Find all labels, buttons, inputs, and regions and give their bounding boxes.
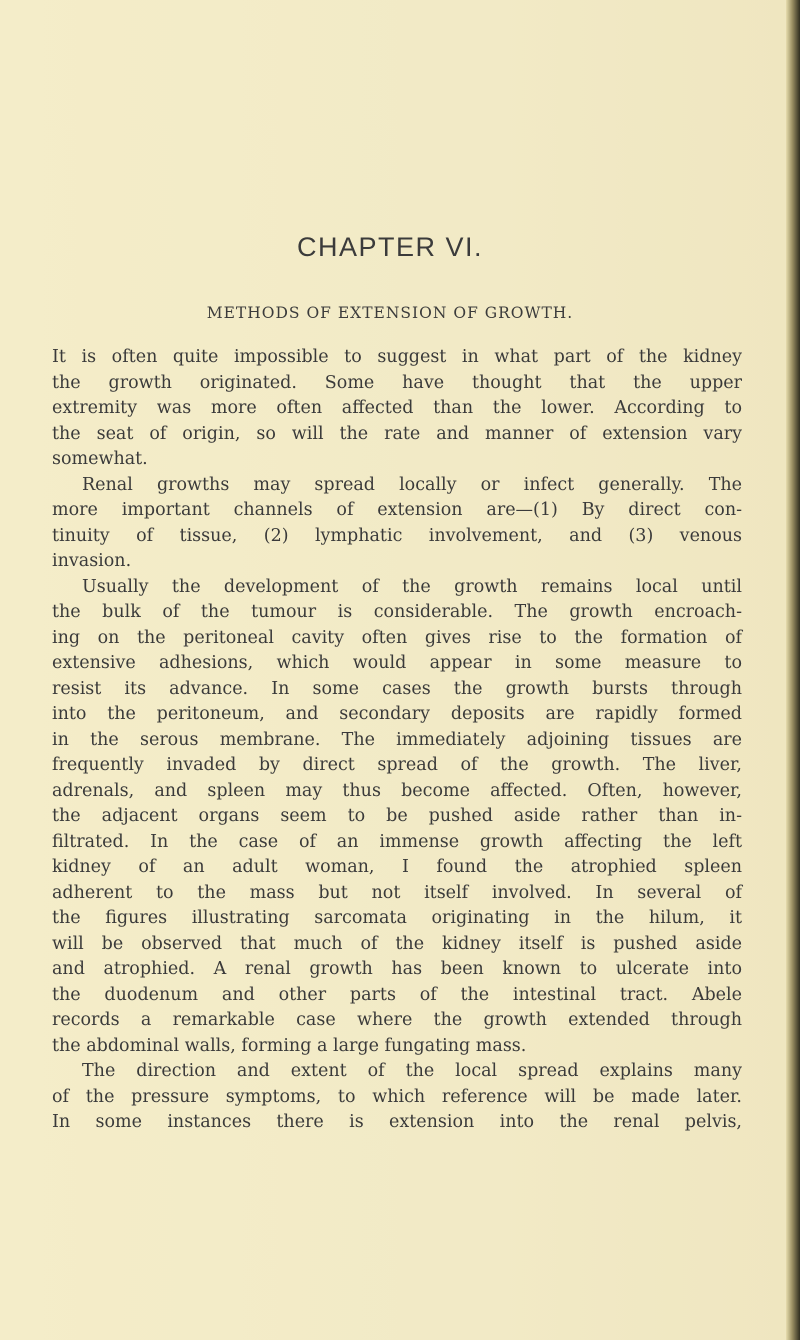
text-line: the growth originated. Some have thought that the upper — [52, 372, 742, 393]
text-line: In some instances there is extension into the renal pelvis, — [52, 1112, 742, 1132]
text-line: invasion. — [52, 551, 132, 571]
text-line: in the serous membrane. The immediately adjoining tissues are — [52, 729, 742, 750]
text-line: tinuity of tissue, (2) lymphatic involvement, and (3) venous — [52, 525, 742, 546]
text-line: the bulk of the tumour is considerable. The growth encroach- — [52, 602, 742, 622]
text-line: Renal growths may spread locally or infect generally. The — [82, 474, 742, 495]
text-line: extensive adhesions, which would appear in some measure to — [52, 653, 742, 673]
page-edge — [786, 0, 800, 1340]
text-line: the duodenum and other parts of the intestinal tract. Abele — [52, 984, 742, 1005]
body-text — [52, 345, 742, 1136]
text-line: ing on the peritoneal cavity often gives rise to the formation of — [52, 627, 742, 648]
text-line: frequently invaded by direct spread of the growth. The liver, — [52, 755, 742, 775]
text-line: It is often quite impossible to suggest in what part of the kidney — [52, 347, 742, 367]
text-line: the seat of origin, so will the rate and manner of extension vary — [52, 423, 742, 444]
text-line: of the pressure symptoms, to which reference will be made later. — [52, 1086, 742, 1107]
text-line: the figures illustrating sarcomata originating in the hilum, it — [52, 908, 742, 928]
text-line: kidney of an adult woman, I found the atrophied spleen — [52, 857, 742, 877]
text-line: Usually the development of the growth remains local until — [82, 576, 742, 597]
text-line: will be observed that much of the kidney itself is pushed aside — [52, 933, 742, 954]
text-line: filtrated. In the case of an immense growth affecting the left — [52, 831, 742, 852]
text-line: into the peritoneum, and secondary deposits are rapidly formed — [52, 704, 742, 724]
chapter-heading: CHAPTER VI. — [296, 232, 484, 262]
text-line: extremity was more often affected than the lower. According to — [52, 398, 742, 418]
text-line: and atrophied. A renal growth has been known to ulcerate into — [52, 959, 742, 979]
text-line: the adjacent organs seem to be pushed aside rather than in- — [52, 806, 742, 826]
text-line: adrenals, and spleen may thus become affected. Often, however, — [52, 780, 742, 801]
text-line: somewhat. — [52, 449, 148, 469]
text-line: The direction and extent of the local spread explains many — [82, 1061, 742, 1081]
text-line: records a remarkable case where the growth extended through — [52, 1010, 742, 1030]
section-heading: METHODS OF EXTENSION OF GROWTH. — [206, 304, 574, 322]
text-line: more important channels of extension are—(1) By direct con- — [52, 500, 742, 520]
text-line: adherent to the mass but not itself involved. In several of — [52, 882, 742, 903]
text-line: the abdominal walls, forming a large fungating mass. — [52, 1035, 527, 1056]
text-line: resist its advance. In some cases the growth bursts through — [52, 678, 742, 699]
